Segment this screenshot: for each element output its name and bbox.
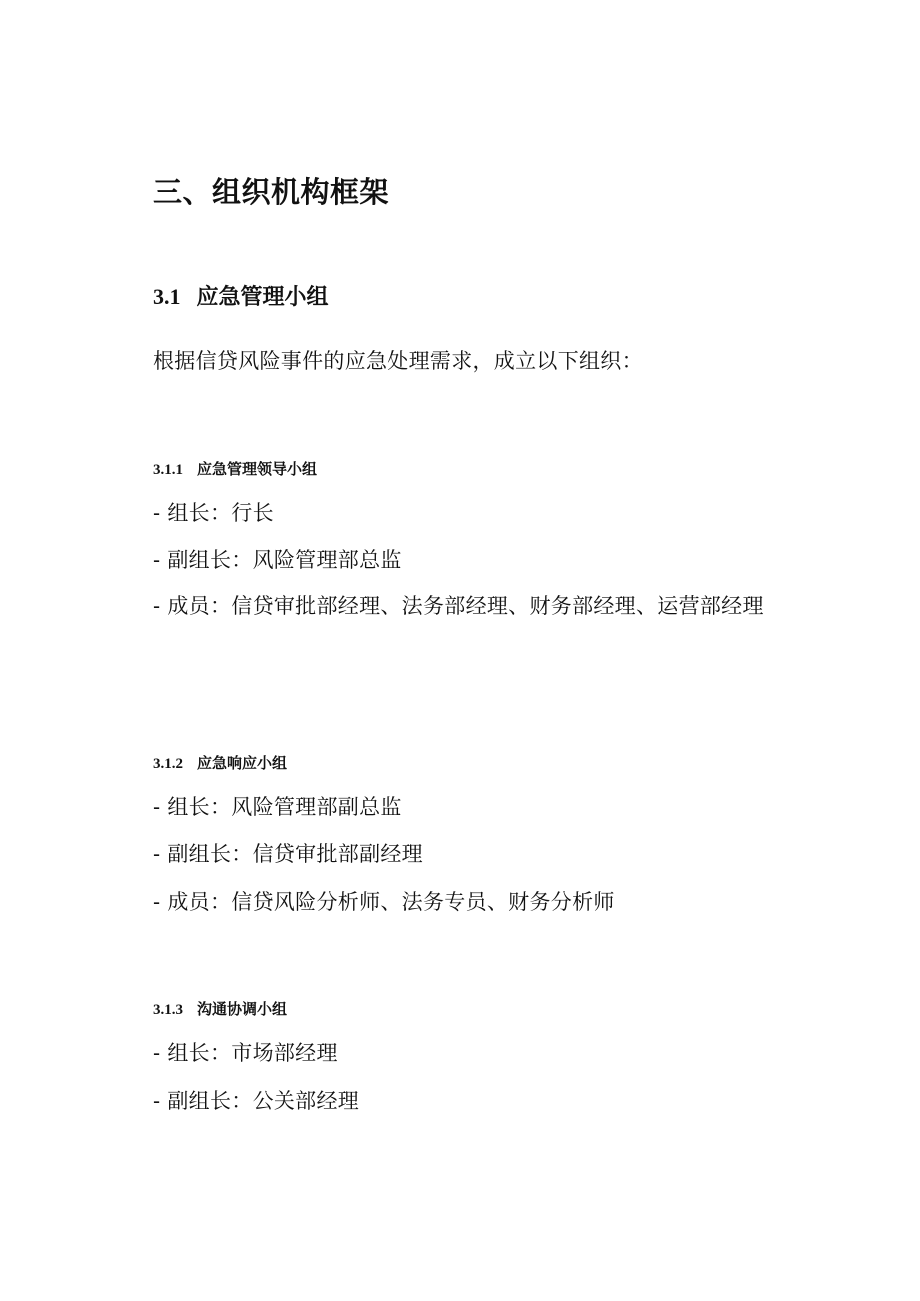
section-heading: 三、组织机构框架 bbox=[153, 175, 390, 209]
subsection-number: 3.1 bbox=[153, 284, 181, 309]
group-title: 应急响应小组 bbox=[197, 754, 288, 772]
group-heading-response bbox=[153, 752, 287, 773]
group-title: 应急管理领导小组 bbox=[197, 460, 318, 478]
group-number: 3.1.1 bbox=[153, 462, 183, 478]
list-item: - 组长：市场部经理 bbox=[153, 1041, 338, 1065]
subsection-title: 应急管理小组 bbox=[196, 285, 329, 310]
list-item: - 成员：信贷风险分析师、法务专员、财务分析师 bbox=[153, 890, 615, 914]
list-item: - 副组长：风险管理部总监 bbox=[153, 548, 402, 572]
list-item: - 组长：风险管理部副总监 bbox=[153, 795, 402, 819]
group-title: 沟通协调小组 bbox=[197, 1000, 288, 1018]
group-number: 3.1.2 bbox=[153, 756, 183, 772]
list-item: - 组长：行长 bbox=[153, 501, 274, 525]
subsection-heading bbox=[153, 280, 329, 311]
group-heading-coordination bbox=[153, 998, 287, 1019]
list-item: - 成员：信贷审批部经理、法务部经理、财务部经理、运营部经理 bbox=[153, 594, 764, 618]
intro-paragraph: 根据信贷风险事件的应急处理需求，成立以下组织： bbox=[153, 349, 643, 373]
group-number: 3.1.3 bbox=[153, 1002, 183, 1018]
list-item: - 副组长：信贷审批部副经理 bbox=[153, 842, 423, 866]
list-item: - 副组长：公关部经理 bbox=[153, 1089, 360, 1113]
group-heading-leadership bbox=[153, 458, 317, 479]
